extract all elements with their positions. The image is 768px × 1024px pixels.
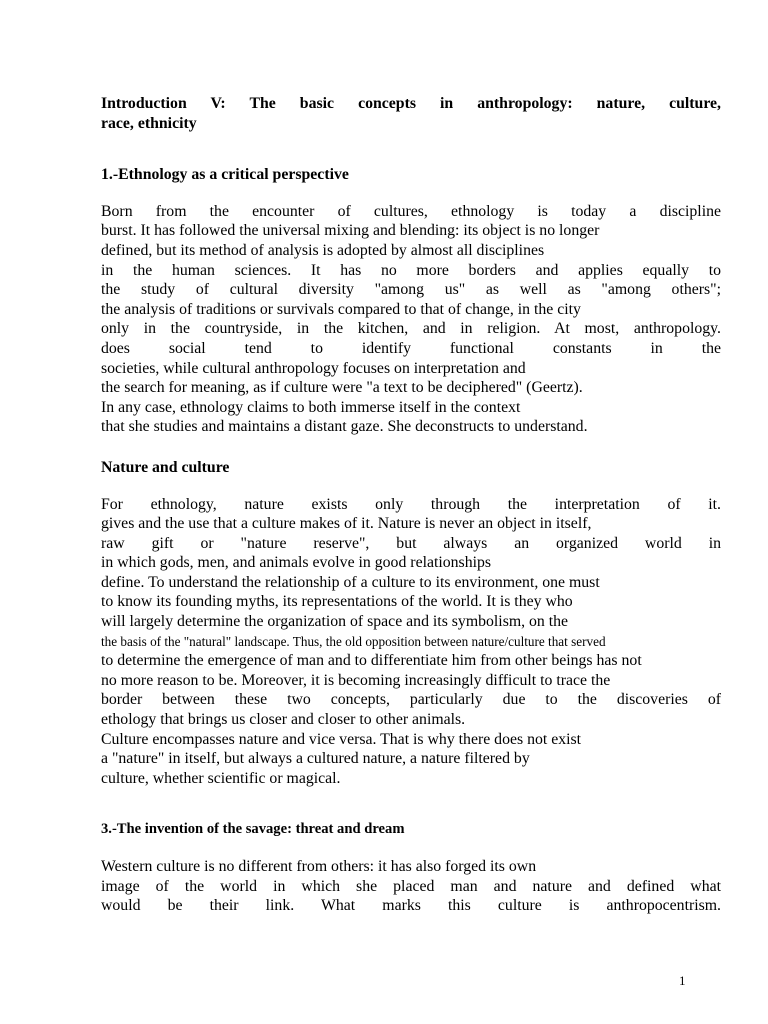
text-line: For ethnology, nature exists only through the interpretation of it. bbox=[101, 495, 721, 513]
text-line: a "nature" in itself, but always a cultured nature, a nature filtered by bbox=[101, 750, 530, 768]
title-line: Introduction V: The basic concepts in anthropology: nature, culture, bbox=[101, 95, 721, 112]
text-line: gives and the use that a culture makes of it. Nature is never an object in itself, bbox=[101, 515, 592, 533]
text-line: In any case, ethnology claims to both immerse itself in the context bbox=[101, 398, 521, 416]
section-heading: 3.-The invention of the savage: threat and dream bbox=[101, 821, 405, 838]
paragraph bbox=[101, 857, 721, 916]
text-line: to determine the emergence of man and to differentiate him from other beings has not bbox=[101, 652, 642, 670]
text-line: the analysis of traditions or survivals compared to that of change, in the city bbox=[101, 300, 581, 318]
text-line: Western culture is no different from others: it has also forged its own bbox=[101, 858, 537, 875]
text-line: to know its founding myths, its representations of the world. It is they who bbox=[101, 593, 573, 611]
text-line: only in the countryside, in the kitchen, and in religion. At most, anthropology. bbox=[101, 320, 721, 338]
text-line: image of the world in which she placed man and nature and defined what bbox=[101, 877, 721, 895]
text-line: would be their link. What marks this culture is anthropocentrism. bbox=[101, 897, 721, 915]
text-line: the study of cultural diversity "among us" as well as "among others"; bbox=[101, 281, 721, 299]
page-number: 1 bbox=[679, 973, 686, 988]
text-line: culture, whether scientific or magical. bbox=[101, 769, 341, 787]
section-heading: Nature and culture bbox=[101, 458, 230, 476]
text-line: in which gods, men, and animals evolve in good relationships bbox=[101, 554, 492, 572]
paragraph bbox=[101, 495, 721, 789]
text-line: Culture encompasses nature and vice versa. That is why there does not exist bbox=[101, 730, 582, 748]
text-line: burst. It has followed the universal mixing and blending: its object is no longer bbox=[101, 222, 600, 240]
text-line: will largely determine the organization of space and its symbolism, on the bbox=[101, 613, 569, 631]
paragraph bbox=[101, 202, 721, 437]
document-title bbox=[101, 94, 721, 133]
text-line: Born from the encounter of cultures, ethnology is today a discipline bbox=[101, 202, 721, 220]
text-line: in the human sciences. It has no more borders and applies equally to bbox=[101, 261, 721, 279]
text-line: does social tend to identify functional constants in the bbox=[101, 339, 721, 357]
text-line: the basis of the "natural" landscape. Thus, the old opposition between nature/culture that served bbox=[101, 633, 606, 649]
section-heading: 1.-Ethnology as a critical perspective bbox=[101, 166, 349, 184]
document-page bbox=[101, 94, 721, 916]
text-line: that she studies and maintains a distant gaze. She deconstructs to understand. bbox=[101, 418, 588, 436]
text-line: define. To understand the relationship of a culture to its environment, one must bbox=[101, 573, 600, 591]
title-line: race, ethnicity bbox=[101, 114, 197, 132]
text-line: ethology that brings us closer and closer to other animals. bbox=[101, 711, 466, 729]
text-line: border between these two concepts, particularly due to the discoveries of bbox=[101, 691, 721, 709]
text-line: raw gift or "nature reserve", but always an organized world in bbox=[101, 534, 721, 552]
text-line: defined, but its method of analysis is adopted by almost all disciplines bbox=[101, 241, 545, 259]
text-line: societies, while cultural anthropology focuses on interpretation and bbox=[101, 359, 526, 377]
text-line: no more reason to be. Moreover, it is becoming increasingly difficult to trace the bbox=[101, 671, 611, 689]
text-line: the search for meaning, as if culture were "a text to be deciphered" (Geertz). bbox=[101, 379, 583, 397]
